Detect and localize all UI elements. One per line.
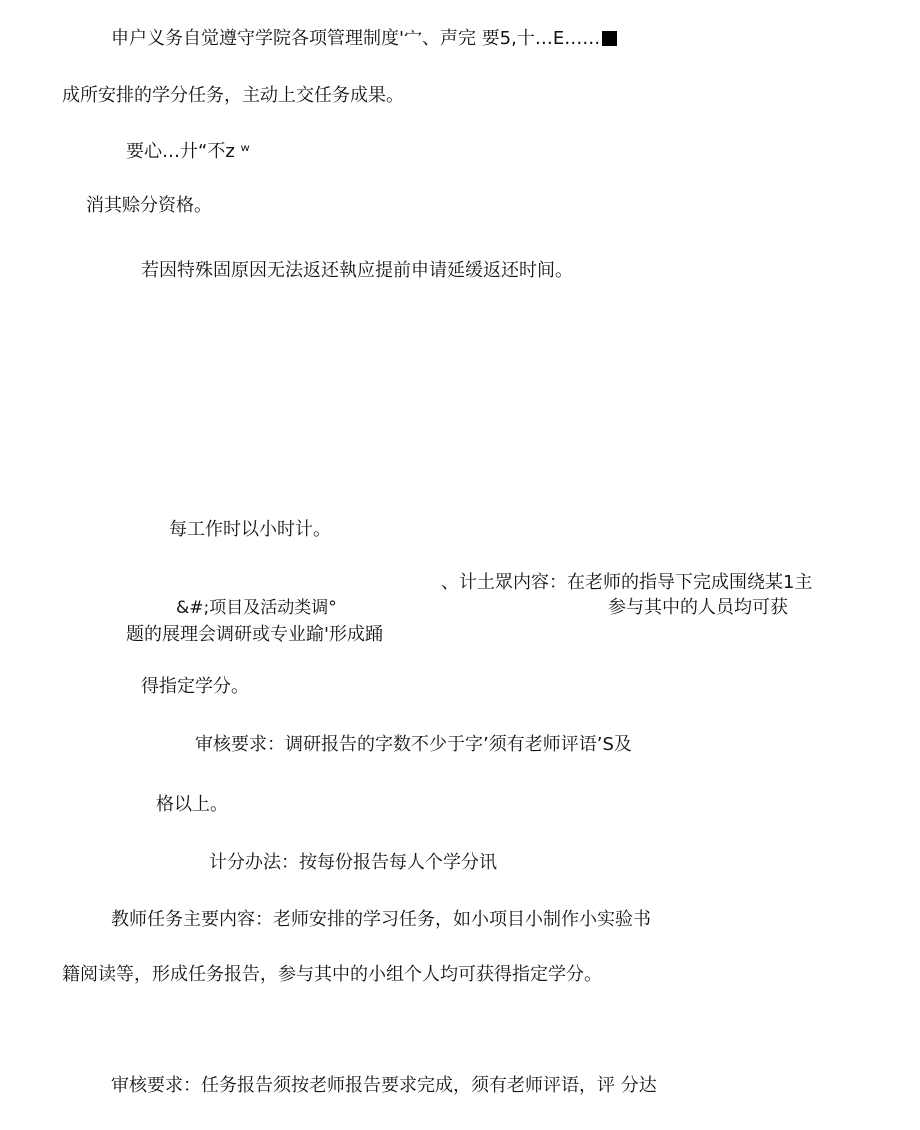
- text-line-2: 成所安排的学分任务，主动上交任务成果。: [62, 85, 404, 106]
- text-line-3: 要心…廾“不z ʷ: [126, 141, 250, 162]
- text-line-9: 参与其中的人员均可获: [608, 597, 788, 618]
- text-line-1: [111, 28, 617, 50]
- text-line-1-content: 申户义务自觉遵守学院各项管理制度'宀、声完 要5,十…E……: [111, 28, 601, 49]
- text-line-15: 教师任务主要内容：老师安排的学习任务，如小项目小制作小实验书: [111, 909, 651, 930]
- text-line-17: 审核要求：任务报告须按老师报告要求完成，须有老师评语，评 分达: [111, 1075, 657, 1096]
- text-line-14: 计分办法：按每份报告每人个学分讯: [209, 852, 497, 873]
- text-line-7: 、计土眾内容：在老师的指导下完成围绕某1主: [441, 572, 813, 593]
- text-line-12: 审核要求：调研报告的字数不少于字’须有老师评语’S及: [195, 734, 632, 755]
- black-square-icon: [602, 31, 617, 46]
- text-line-13: 格以上。: [156, 794, 228, 815]
- text-line-4: 消其赊分资格。: [86, 195, 212, 216]
- text-line-16: 籍阅读等，形成任务报告，参与其中的小组个人均可获得指定学分。: [62, 964, 602, 985]
- text-line-8: &#;项目及活动类调°: [176, 598, 337, 618]
- text-line-10: 题的展理会调研或专业踰'形成踊: [126, 624, 383, 645]
- text-line-11: 得指定学分。: [141, 676, 249, 697]
- text-line-6: 每工作时以小时计。: [169, 519, 331, 540]
- text-line-5: 若因特殊固原因无法返还執应提前申请延缓返还时间。: [141, 260, 573, 281]
